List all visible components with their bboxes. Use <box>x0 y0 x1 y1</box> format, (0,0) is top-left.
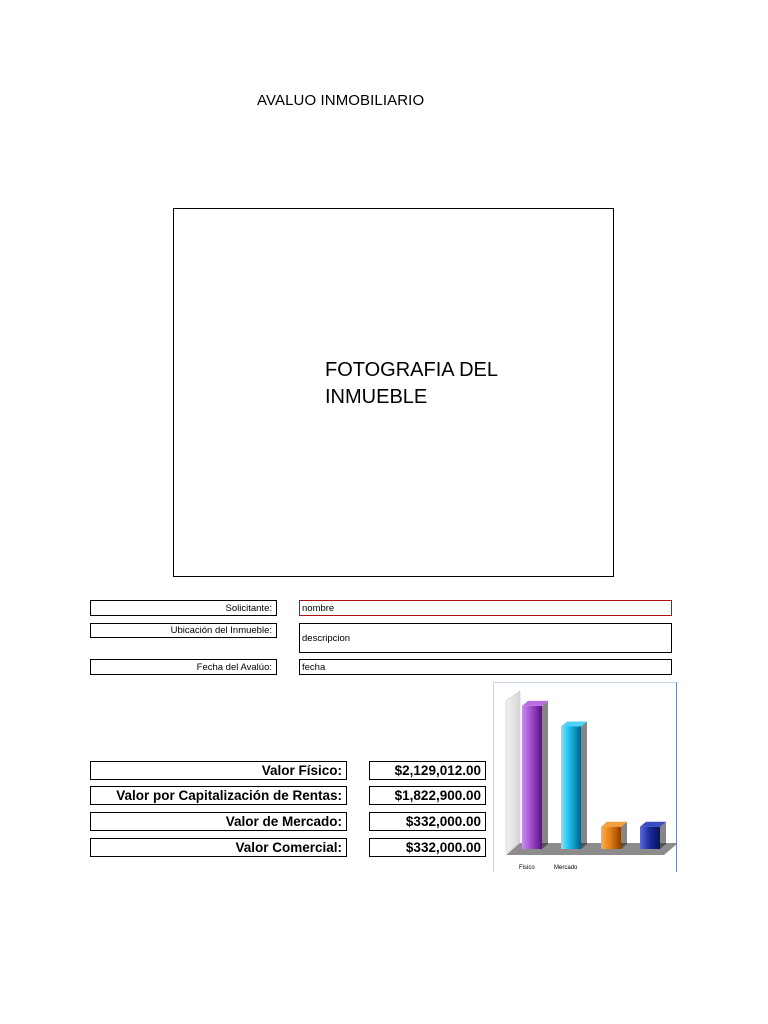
chart-back-wall <box>506 691 520 853</box>
valor-fisico-value: $2,129,012.00 <box>369 761 486 780</box>
valor-fisico-label: Valor Físico: <box>90 761 347 780</box>
photo-text-line2: INMUEBLE <box>325 386 428 408</box>
valuation-chart-svg <box>494 683 676 872</box>
chart-bar-side <box>581 722 587 849</box>
page-title: AVALUO INMOBILIARIO <box>257 92 425 109</box>
chart-bar-side <box>542 701 548 849</box>
chart-bar-front <box>561 727 581 849</box>
chart-bar-front <box>640 827 660 849</box>
solicitante-field[interactable]: nombre <box>299 600 672 616</box>
chart-bar-front <box>522 706 542 849</box>
chart-tick-label: Fisico <box>519 865 535 871</box>
chart-bar-front <box>601 827 621 849</box>
photo-placeholder-text <box>325 357 545 411</box>
valor-comercial-value: $332,000.00 <box>369 838 486 857</box>
valor-mercado-value: $332,000.00 <box>369 812 486 831</box>
valor-comercial-label: Valor Comercial: <box>90 838 347 857</box>
valor-capitalizacion-value: $1,822,900.00 <box>369 786 486 805</box>
ubicacion-field[interactable]: descripcion <box>299 623 672 653</box>
fecha-field[interactable]: fecha <box>299 659 672 675</box>
chart-bar-4 <box>640 822 666 849</box>
valor-mercado-label: Valor de Mercado: <box>90 812 347 831</box>
ubicacion-label: Ubicación del Inmueble: <box>90 623 277 638</box>
valor-capitalizacion-label: Valor por Capitalización de Rentas: <box>90 786 347 805</box>
chart-tick-label: Mercado <box>554 865 578 871</box>
valuation-chart <box>493 682 677 872</box>
property-photo-placeholder <box>173 208 614 577</box>
chart-bar-1 <box>522 701 548 849</box>
fecha-label: Fecha del Avalúo: <box>90 659 277 675</box>
photo-text-line1: FOTOGRAFIA DEL <box>325 359 498 381</box>
solicitante-label: Solicitante: <box>90 600 277 616</box>
chart-bar-3 <box>601 822 627 849</box>
chart-bar-2 <box>561 722 587 849</box>
